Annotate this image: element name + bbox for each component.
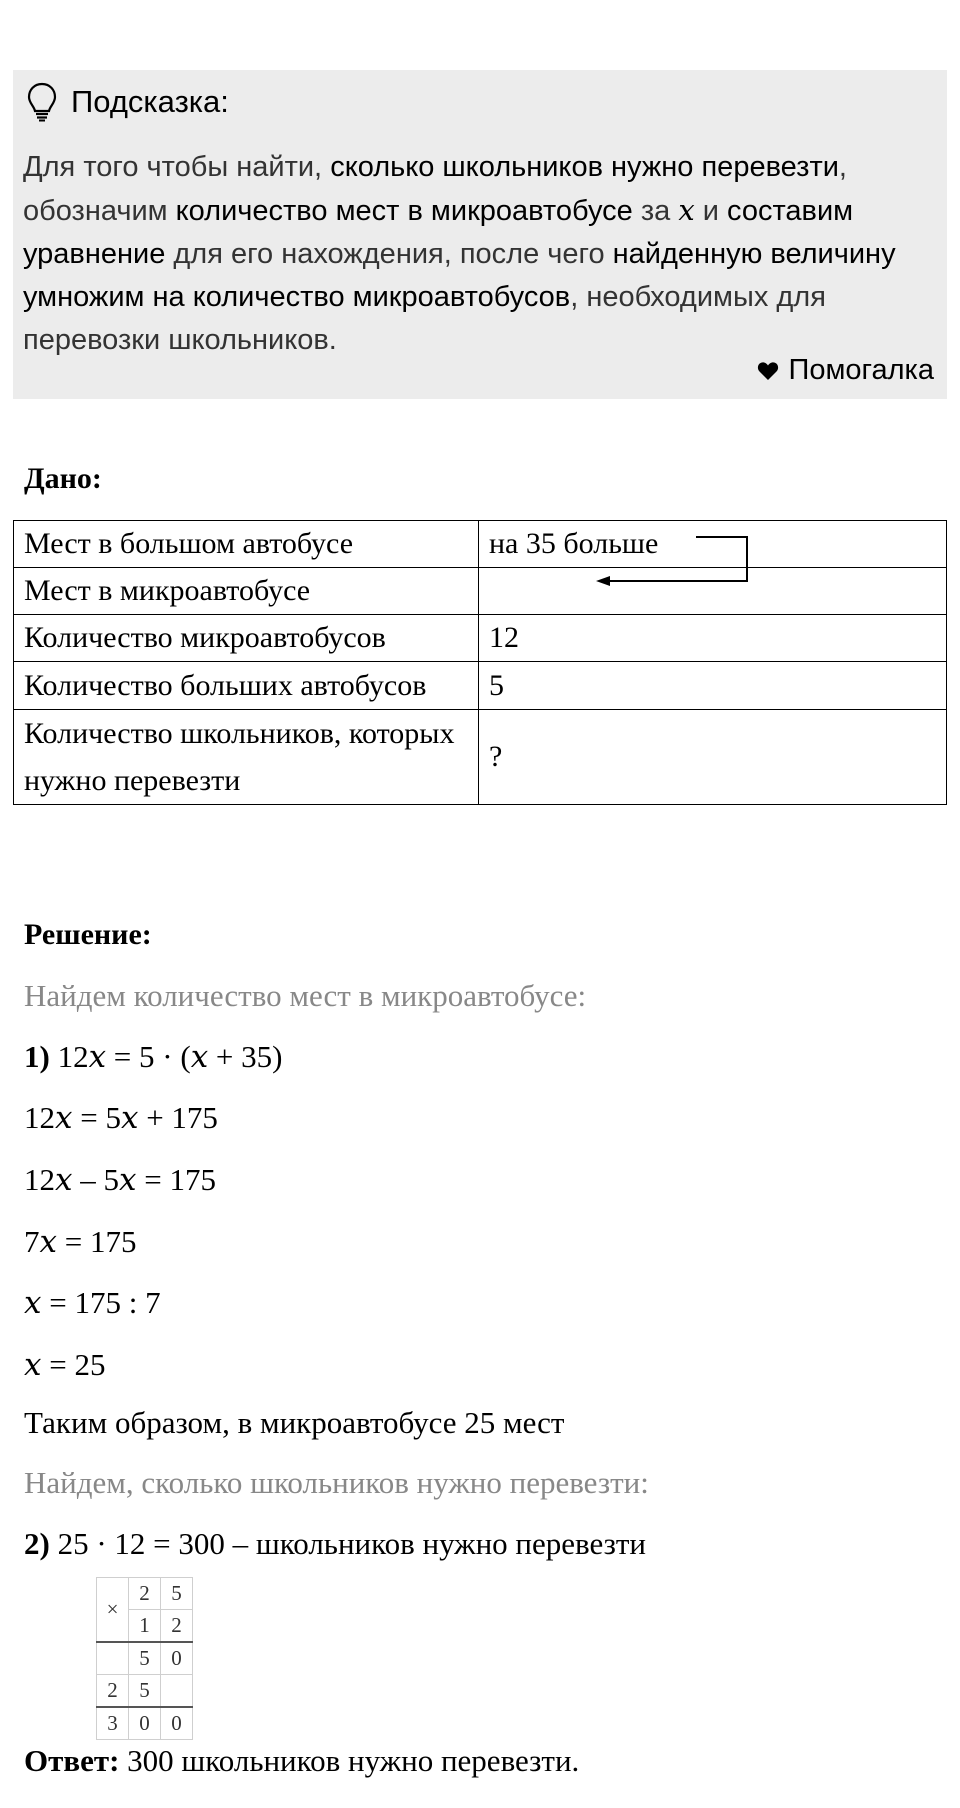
- table-row: [97, 1707, 193, 1740]
- lightbulb-icon: [27, 82, 57, 122]
- step2-intro: Найдем, сколько школьников нужно перевезти:: [24, 1465, 649, 1500]
- step-number: 2): [24, 1526, 50, 1561]
- digit-cell: [161, 1675, 193, 1708]
- hint-text-segment: за: [632, 195, 679, 227]
- digit-cell: 2: [129, 1578, 161, 1610]
- hint-header: [27, 80, 229, 124]
- column-multiplication: [96, 1577, 193, 1740]
- hint-text: [23, 146, 943, 362]
- equation-line: 𝑥 = 25: [24, 1347, 106, 1382]
- given-value-cell: ?: [479, 710, 947, 805]
- table-row: [14, 615, 947, 662]
- digit-cell: 0: [129, 1707, 161, 1740]
- table-row: [97, 1642, 193, 1675]
- given-value-cell: 12: [479, 615, 947, 662]
- answer-line: [24, 1743, 579, 1779]
- hint-title: Подсказка:: [71, 84, 229, 119]
- digit-cell: 5: [129, 1642, 161, 1675]
- table-row: [97, 1578, 193, 1610]
- equation-line: 12𝑥 – 5𝑥 = 175: [24, 1162, 216, 1197]
- given-heading: Дано:: [24, 462, 102, 495]
- step1-result: Таким образом, в микроавтобусе 25 мест: [24, 1405, 565, 1440]
- hint-text-segment: , необходимых для перевозки школьников.: [23, 281, 826, 356]
- hint-text-segment: , обозначим: [23, 151, 847, 227]
- hint-footer-label: Помогалка: [788, 354, 934, 386]
- equation-line: 1) 12𝑥 = 5 · (𝑥 + 35): [24, 1039, 283, 1074]
- digit-cell: 2: [161, 1610, 193, 1643]
- given-label-cell: Количество школьников, которых нужно перевезти: [14, 710, 479, 805]
- digit-cell: 0: [161, 1642, 193, 1675]
- given-value-cell: 5: [479, 662, 947, 710]
- digit-cell: 0: [161, 1707, 193, 1740]
- hint-text-segment: x: [678, 193, 695, 227]
- step-number: 1): [24, 1039, 50, 1074]
- hint-emphasis: составим уравнение: [23, 195, 854, 270]
- answer-label: Ответ:: [24, 1743, 120, 1778]
- hint-emphasis: количество мест в микроавтобусе: [175, 195, 633, 227]
- step1-intro: Найдем количество мест в микроавтобусе:: [24, 978, 587, 1013]
- equation-line: 𝑥 = 175 : 7: [24, 1285, 161, 1320]
- digit-cell: [97, 1642, 129, 1675]
- digit-cell: 5: [161, 1578, 193, 1610]
- table-row: [14, 710, 947, 805]
- hint-box: [13, 70, 947, 399]
- table-row: [14, 662, 947, 710]
- hint-text-segment: Для того чтобы найти,: [23, 151, 331, 183]
- digit-cell: 3: [97, 1707, 129, 1740]
- solution-heading: Решение:: [24, 918, 152, 951]
- table-row: [97, 1675, 193, 1708]
- hint-text-segment: для его нахождения, после чего: [165, 238, 613, 270]
- given-value-cell: на 35 больше: [479, 521, 947, 568]
- digit-cell: 5: [129, 1675, 161, 1708]
- step2-line: 2) 25 · 12 = 300 – школьников нужно перевезти: [24, 1526, 647, 1561]
- hint-footer: [757, 354, 934, 387]
- equation-line: 12𝑥 = 5𝑥 + 175: [24, 1100, 218, 1135]
- given-label-cell: Мест в большом автобусе: [14, 521, 479, 568]
- given-label-cell: Количество микроавтобусов: [14, 615, 479, 662]
- hint-emphasis: найденную величину умножим на количество микроавтобусов: [23, 238, 896, 313]
- given-table: [13, 520, 947, 805]
- given-label-cell: Количество больших автобусов: [14, 662, 479, 710]
- digit-cell: 2: [97, 1675, 129, 1708]
- equation-line: 7𝑥 = 175: [24, 1224, 137, 1259]
- multiply-sign: ×: [97, 1578, 129, 1643]
- hint-text-segment: и: [694, 195, 728, 227]
- hint-emphasis: сколько школьников нужно перевезти: [330, 151, 839, 183]
- comparison-arrow: [590, 530, 760, 590]
- digit-cell: 1: [129, 1610, 161, 1643]
- heart-icon: [757, 361, 779, 381]
- table-row: [14, 568, 947, 615]
- table-row: [14, 521, 947, 568]
- answer-text: 300 школьников нужно перевезти.: [119, 1743, 580, 1778]
- given-label-cell: Мест в микроавтобусе: [14, 568, 479, 615]
